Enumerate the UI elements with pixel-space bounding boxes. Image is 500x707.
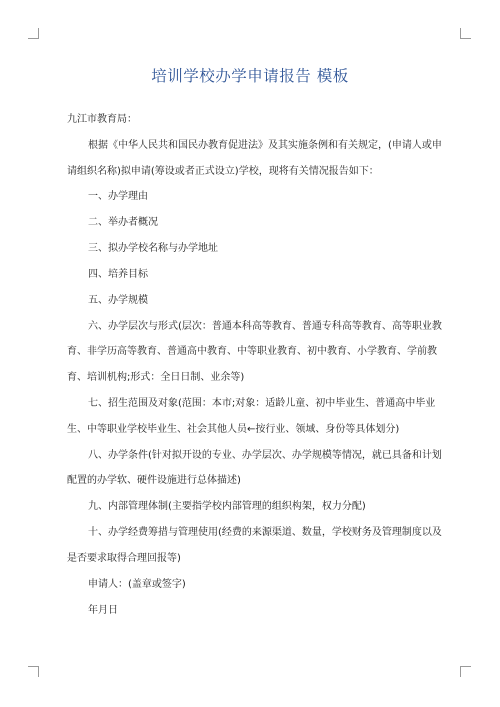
crop-mark-top-right [460,28,471,39]
section-item-1: 一、办学理由 [88,191,148,202]
crop-mark-bottom-right [460,666,471,677]
section-item-10-line-2: 是否要求取得合理回报等) [67,553,181,564]
section-item-8-line-1: 八、办学条件(针对拟开设的专业、办学层次、办学规模等情况，就已具备和计划 [88,450,442,461]
section-item-5: 五、办学规模 [88,295,148,306]
crop-mark-top-left [28,28,39,39]
section-item-4: 四、培养目标 [88,269,148,280]
section-item-9: 九、内部管理体制(主要指学校内部管理的组织构架，权力分配) [88,501,366,512]
section-item-6-line-2: 育、非学历高等教育、普通高中教育、中等职业教育、初中教育、小学教育、学前教 [67,346,437,357]
date-line: 年月日 [88,605,118,616]
intro-line-2: 请组织名称)拟申请(筹设或者正式设立)学校，现将有关情况报告如下： [67,166,379,177]
section-item-6-line-3: 育、培训机构;形式：全日日制、业余等) [67,372,245,383]
crop-mark-bottom-left [28,666,39,677]
section-item-7-line-2: 生、中等职业学校毕业生、社会其他人员←按行业、领域、身份等具体划分) [67,424,400,435]
section-item-2: 二、举办者概况 [88,217,158,228]
applicant-signature-line: 申请人：(盖章或签字) [88,579,186,590]
section-item-8-line-2: 配置的办学软、硬件设施进行总体描述) [67,475,241,486]
section-item-6-line-1: 六、办学层次与形式(层次：普通本科高等教育、普通专科高等教育、高等职业教 [88,321,442,332]
section-item-3: 三、拟办学校名称与办学地址 [88,243,218,254]
section-item-10-line-1: 十、办学经费筹措与管理使用(经费的来源渠道、数量，学校财务及管理制度以及 [88,527,442,538]
section-item-7-line-1: 七、招生范围及对象(范围：本市;对象：适龄儿童、初中毕业生、普通高中毕业 [88,398,436,409]
salutation: 九江市教育局： [67,114,137,125]
intro-line-1: 根据《中华人民共和国民办教育促进法》及其实施条例和有关规定，(申请人或申 [88,140,442,151]
document-title: 培训学校办学申请报告 模板 [151,67,349,85]
